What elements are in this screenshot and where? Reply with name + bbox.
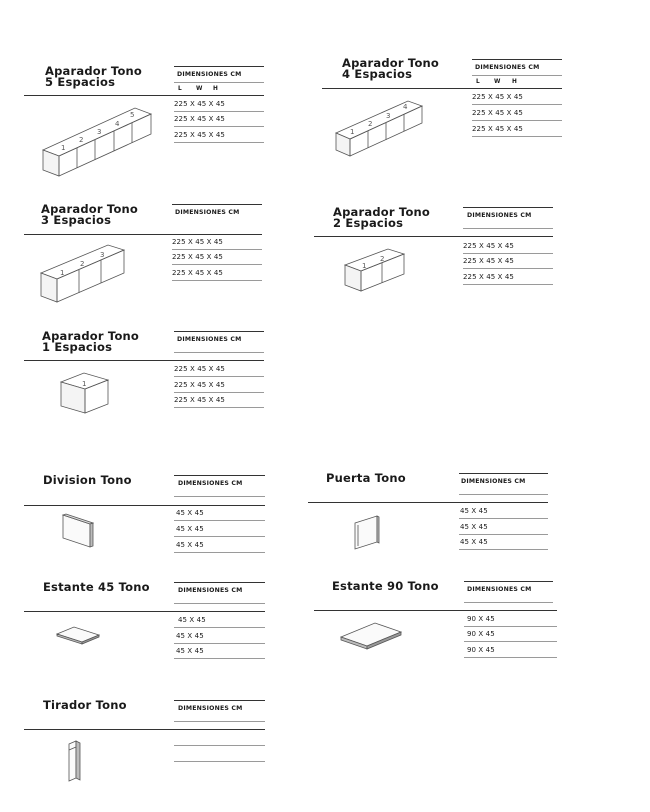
divider <box>174 142 264 143</box>
slot-label: 4 <box>403 103 408 111</box>
dimension-row: 225 X 45 X 45 <box>174 381 225 389</box>
divider <box>174 643 265 644</box>
dimensions-header: DIMENSIONES CM <box>178 480 243 487</box>
slot-label: 2 <box>80 260 85 268</box>
divider <box>172 234 262 235</box>
divider <box>464 657 557 658</box>
divider <box>174 611 265 612</box>
divider <box>463 207 553 208</box>
dimension-row: 225 X 45 X 45 <box>463 257 514 265</box>
divider <box>174 505 265 506</box>
divider <box>464 610 557 611</box>
column-l: L <box>178 86 182 92</box>
dimensions-header: DIMENSIONES CM <box>475 64 540 71</box>
dimension-row: 45 X 45 <box>178 616 206 624</box>
slot-label: 4 <box>115 120 120 128</box>
dimensions-header: DIMENSIONES CM <box>175 209 240 216</box>
slot-label: 3 <box>100 251 105 259</box>
divider <box>459 549 548 550</box>
dimension-row: 90 X 45 <box>467 630 495 638</box>
divider <box>174 111 264 112</box>
divider <box>464 626 557 627</box>
divider <box>174 582 265 583</box>
dimension-row: 225 X 45 X 45 <box>174 396 225 404</box>
dimension-row: 225 X 45 X 45 <box>463 273 514 281</box>
dimensions-header: DIMENSIONES CM <box>467 586 532 593</box>
divider <box>172 264 262 265</box>
divider <box>174 761 265 762</box>
dimension-row: 45 X 45 <box>176 632 204 640</box>
divider <box>459 473 548 474</box>
dimension-row: 45 X 45 <box>176 541 204 549</box>
divider <box>464 581 553 582</box>
divider <box>463 236 553 237</box>
product-title: Division Tono <box>43 473 132 487</box>
product-title: Aparador Tono 3 Espacios <box>41 202 139 227</box>
divider <box>24 234 172 235</box>
dimensions-header: DIMENSIONES CM <box>177 71 242 78</box>
divider <box>172 249 262 250</box>
divider <box>174 360 264 361</box>
column-h: H <box>512 79 517 85</box>
dimension-row: 90 X 45 <box>467 646 495 654</box>
dimension-row: 45 X 45 <box>176 647 204 655</box>
divider <box>463 253 553 254</box>
dimension-row: 45 X 45 <box>176 525 204 533</box>
divider <box>472 104 562 105</box>
dimension-row: 225 X 45 X 45 <box>174 365 225 373</box>
divider <box>174 536 265 537</box>
dimension-row: 225 X 45 X 45 <box>172 238 223 246</box>
dimension-row: 225 X 45 X 45 <box>172 269 223 277</box>
slot-label: 5 <box>130 111 135 119</box>
divider <box>472 59 562 60</box>
divider <box>459 518 548 519</box>
divider <box>172 280 262 281</box>
sideboard-5-image <box>40 100 155 180</box>
divider <box>174 552 265 553</box>
dimension-row: 225 X 45 X 45 <box>174 115 225 123</box>
divider <box>322 88 472 89</box>
slot-label: 2 <box>380 255 385 263</box>
slot-label: 1 <box>61 144 66 152</box>
divider <box>472 75 562 76</box>
dimensions-header: DIMENSIONES CM <box>178 587 243 594</box>
divider <box>308 502 459 503</box>
divider <box>459 534 548 535</box>
column-l: L <box>476 79 480 85</box>
slot-label: 2 <box>79 136 84 144</box>
divider <box>463 228 553 229</box>
divider <box>174 126 264 127</box>
divider <box>24 611 174 612</box>
divider <box>24 729 174 730</box>
slot-label: 1 <box>362 262 367 270</box>
dimension-row: 45 X 45 <box>460 538 488 546</box>
divider <box>174 66 264 67</box>
divider <box>174 721 265 722</box>
dimensions-header: DIMENSIONES CM <box>467 212 532 219</box>
dimension-row: 225 X 45 X 45 <box>172 253 223 261</box>
divider <box>174 82 264 83</box>
divider <box>174 658 265 659</box>
divider <box>24 360 174 361</box>
dimension-row: 225 X 45 X 45 <box>472 109 523 117</box>
divider <box>459 494 548 495</box>
divider <box>174 603 265 604</box>
slot-label: 2 <box>368 120 373 128</box>
dimension-row: 225 X 45 X 45 <box>472 125 523 133</box>
slot-label: 3 <box>386 112 391 120</box>
sideboard-3-image <box>38 240 130 308</box>
column-w: W <box>196 86 203 92</box>
product-title: Tirador Tono <box>43 698 127 712</box>
dimension-row: 225 X 45 X 45 <box>174 100 225 108</box>
door-panel-image <box>352 514 382 552</box>
product-title: Estante 90 Tono <box>332 579 439 593</box>
divider <box>174 729 265 730</box>
dimensions-header: DIMENSIONES CM <box>178 705 243 712</box>
divider <box>172 204 262 205</box>
divider <box>314 236 463 237</box>
divider <box>174 407 264 408</box>
product-title: Estante 45 Tono <box>43 580 150 594</box>
column-w: W <box>494 79 501 85</box>
slot-label: 3 <box>97 128 102 136</box>
dimension-row: 225 X 45 X 45 <box>463 242 514 250</box>
divider <box>174 745 265 746</box>
divider <box>459 502 548 503</box>
divider <box>174 496 265 497</box>
slot-label: 1 <box>350 128 355 136</box>
dimension-row: 90 X 45 <box>467 615 495 623</box>
product-title: Aparador Tono 5 Espacios <box>45 64 143 89</box>
divider <box>463 268 553 269</box>
dimension-row: 225 X 45 X 45 <box>472 93 523 101</box>
handle-image <box>64 738 84 784</box>
divider <box>174 331 264 332</box>
sideboard-2-image <box>342 245 408 295</box>
divider <box>24 95 174 96</box>
product-title: Aparador Tono 1 Espacios <box>42 329 140 354</box>
divider <box>463 284 553 285</box>
divider <box>24 505 174 506</box>
dimension-row: 225 X 45 X 45 <box>174 131 225 139</box>
column-h: H <box>213 86 218 92</box>
sideboard-1-image <box>58 370 113 418</box>
divider <box>174 352 264 353</box>
sideboard-4-image <box>333 95 428 160</box>
shelf-90-image <box>338 620 404 654</box>
divider <box>174 520 265 521</box>
product-title: Aparador Tono 2 Espacios <box>333 205 431 230</box>
divider <box>174 700 265 701</box>
divider <box>174 95 264 96</box>
product-title: Aparador Tono 4 Espacios <box>342 56 440 81</box>
slot-label: 1 <box>82 380 87 388</box>
divider <box>314 610 464 611</box>
dimensions-header: DIMENSIONES CM <box>177 336 242 343</box>
slot-label: 1 <box>60 269 65 277</box>
divider <box>472 136 562 137</box>
product-title: Puerta Tono <box>326 471 406 485</box>
divider <box>174 475 265 476</box>
division-panel-image <box>60 512 94 550</box>
divider <box>174 376 264 377</box>
dimension-row: 45 X 45 <box>460 507 488 515</box>
dimension-row: 45 X 45 <box>176 509 204 517</box>
divider <box>472 120 562 121</box>
divider <box>174 392 264 393</box>
divider <box>174 627 265 628</box>
shelf-45-image <box>54 624 102 648</box>
dimension-row: 45 X 45 <box>460 523 488 531</box>
divider <box>472 88 562 89</box>
divider <box>464 602 553 603</box>
divider <box>464 641 557 642</box>
dimensions-header: DIMENSIONES CM <box>461 478 526 485</box>
